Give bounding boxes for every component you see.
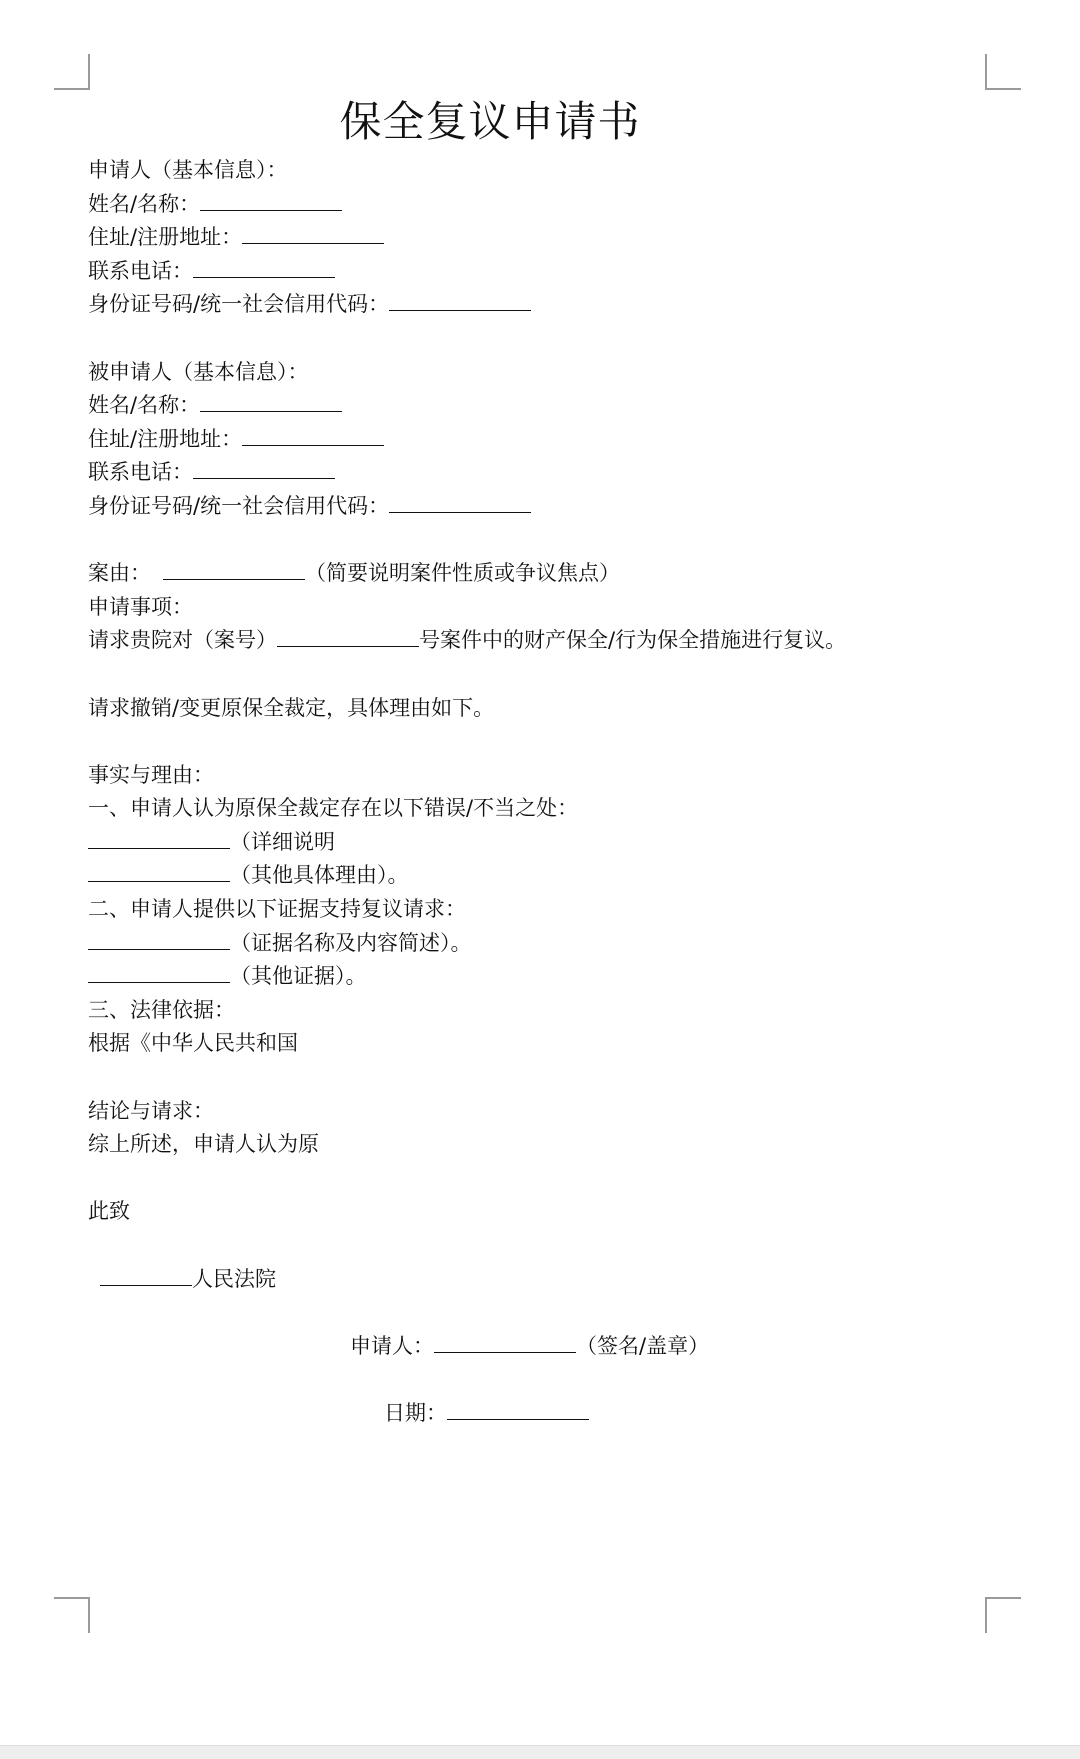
case-revoke-text: 请求撤销/变更原保全裁定，具体理由如下。 [88, 695, 495, 720]
applicant-id-blank[interactable] [389, 290, 531, 311]
applicant-id-row [88, 288, 988, 322]
applicant-address-row [88, 221, 988, 255]
facts-point-1b-note: （其他具体理由）。 [230, 863, 409, 888]
respondent-phone-row [88, 456, 988, 490]
conclusion-text: 综上所述，申请人认为原 [88, 1132, 319, 1157]
case-cause-row [88, 557, 988, 591]
respondent-id-row [88, 490, 988, 524]
facts-point-2a-blank[interactable] [88, 929, 230, 950]
facts-point-2b-note: （其他证据）。 [230, 964, 367, 989]
facts-point-1b-row [88, 859, 988, 893]
facts-point-1: 一、申请人认为原保全裁定存在以下错误/不当之处： [88, 796, 579, 821]
crop-mark-top-left [54, 54, 90, 90]
respondent-phone-label: 联系电话： [88, 460, 193, 485]
applicant-heading: 申请人（基本信息）： [88, 158, 288, 182]
facts-point-3-text: 根据《中华人民共和国 [88, 1031, 298, 1056]
facts-point-2b-row [88, 960, 988, 994]
crop-mark-bottom-left [54, 1597, 90, 1633]
facts-point-2a-row [88, 927, 988, 961]
case-matters-label: 申请事项： [88, 594, 193, 619]
applicant-phone-label: 联系电话： [88, 258, 193, 283]
applicant-phone-row [88, 255, 988, 289]
crop-mark-top-right [985, 54, 1021, 90]
facts-point-2: 二、申请人提供以下证据支持复议请求： [88, 897, 466, 922]
applicant-name-label: 姓名/名称： [88, 191, 201, 216]
respondent-address-label: 住址/注册地址： [88, 426, 243, 451]
applicant-name-row [88, 188, 988, 222]
date-label: 日期： [384, 1400, 447, 1425]
closing-to: 此致 [88, 1199, 130, 1224]
facts-point-2a-note: （证据名称及内容简述）。 [230, 930, 472, 955]
facts-point-1a-blank[interactable] [88, 828, 230, 849]
respondent-id-label: 身份证号码/统一社会信用代码： [88, 493, 390, 518]
respondent-name-row [88, 389, 988, 423]
document-title: 保全复议申请书 [339, 97, 641, 146]
respondent-name-blank[interactable] [200, 391, 342, 412]
applicant-phone-blank[interactable] [193, 257, 335, 278]
case-request-prefix: 请求贵院对（案号） [88, 628, 277, 653]
signature-note: （签名/盖章） [576, 1333, 710, 1358]
respondent-id-blank[interactable] [389, 492, 531, 513]
facts-heading: 事实与理由： [88, 762, 214, 787]
court-row [88, 1263, 988, 1297]
facts-point-1a-row [88, 826, 988, 860]
case-cause-blank[interactable] [163, 559, 305, 580]
court-name-blank[interactable] [100, 1265, 192, 1286]
date-blank[interactable] [447, 1399, 589, 1420]
page-bottom-edge [0, 1745, 1080, 1759]
case-request-suffix: 号案件中的财产保全/行为保全措施进行复议。 [419, 628, 847, 653]
facts-point-1a-note: （详细说明 [230, 829, 335, 854]
applicant-address-blank[interactable] [242, 223, 384, 244]
applicant-id-label: 身份证号码/统一社会信用代码： [88, 292, 390, 317]
respondent-phone-blank[interactable] [193, 458, 335, 479]
signature-row [88, 1330, 988, 1364]
respondent-address-row [88, 423, 988, 457]
signature-label: 申请人： [350, 1333, 434, 1358]
facts-point-1b-blank[interactable] [88, 861, 230, 882]
case-cause-label: 案由： [88, 561, 151, 586]
facts-point-3: 三、法律依据： [88, 997, 235, 1022]
case-cause-note: （简要说明案件性质或争议焦点） [305, 561, 620, 586]
respondent-heading: 被申请人（基本信息）： [88, 359, 309, 384]
applicant-address-label: 住址/注册地址： [88, 225, 243, 250]
signature-blank[interactable] [434, 1332, 576, 1353]
applicant-name-blank[interactable] [200, 190, 342, 211]
facts-point-2b-blank[interactable] [88, 962, 230, 983]
conclusion-heading: 结论与请求： [88, 1098, 214, 1123]
court-suffix: 人民法院 [192, 1266, 276, 1291]
document-body [88, 154, 988, 1431]
case-request-row [88, 624, 988, 658]
date-row [88, 1397, 988, 1431]
crop-mark-bottom-right [985, 1597, 1021, 1633]
case-number-blank[interactable] [277, 626, 419, 647]
respondent-name-label: 姓名/名称： [88, 393, 201, 418]
respondent-address-blank[interactable] [242, 425, 384, 446]
